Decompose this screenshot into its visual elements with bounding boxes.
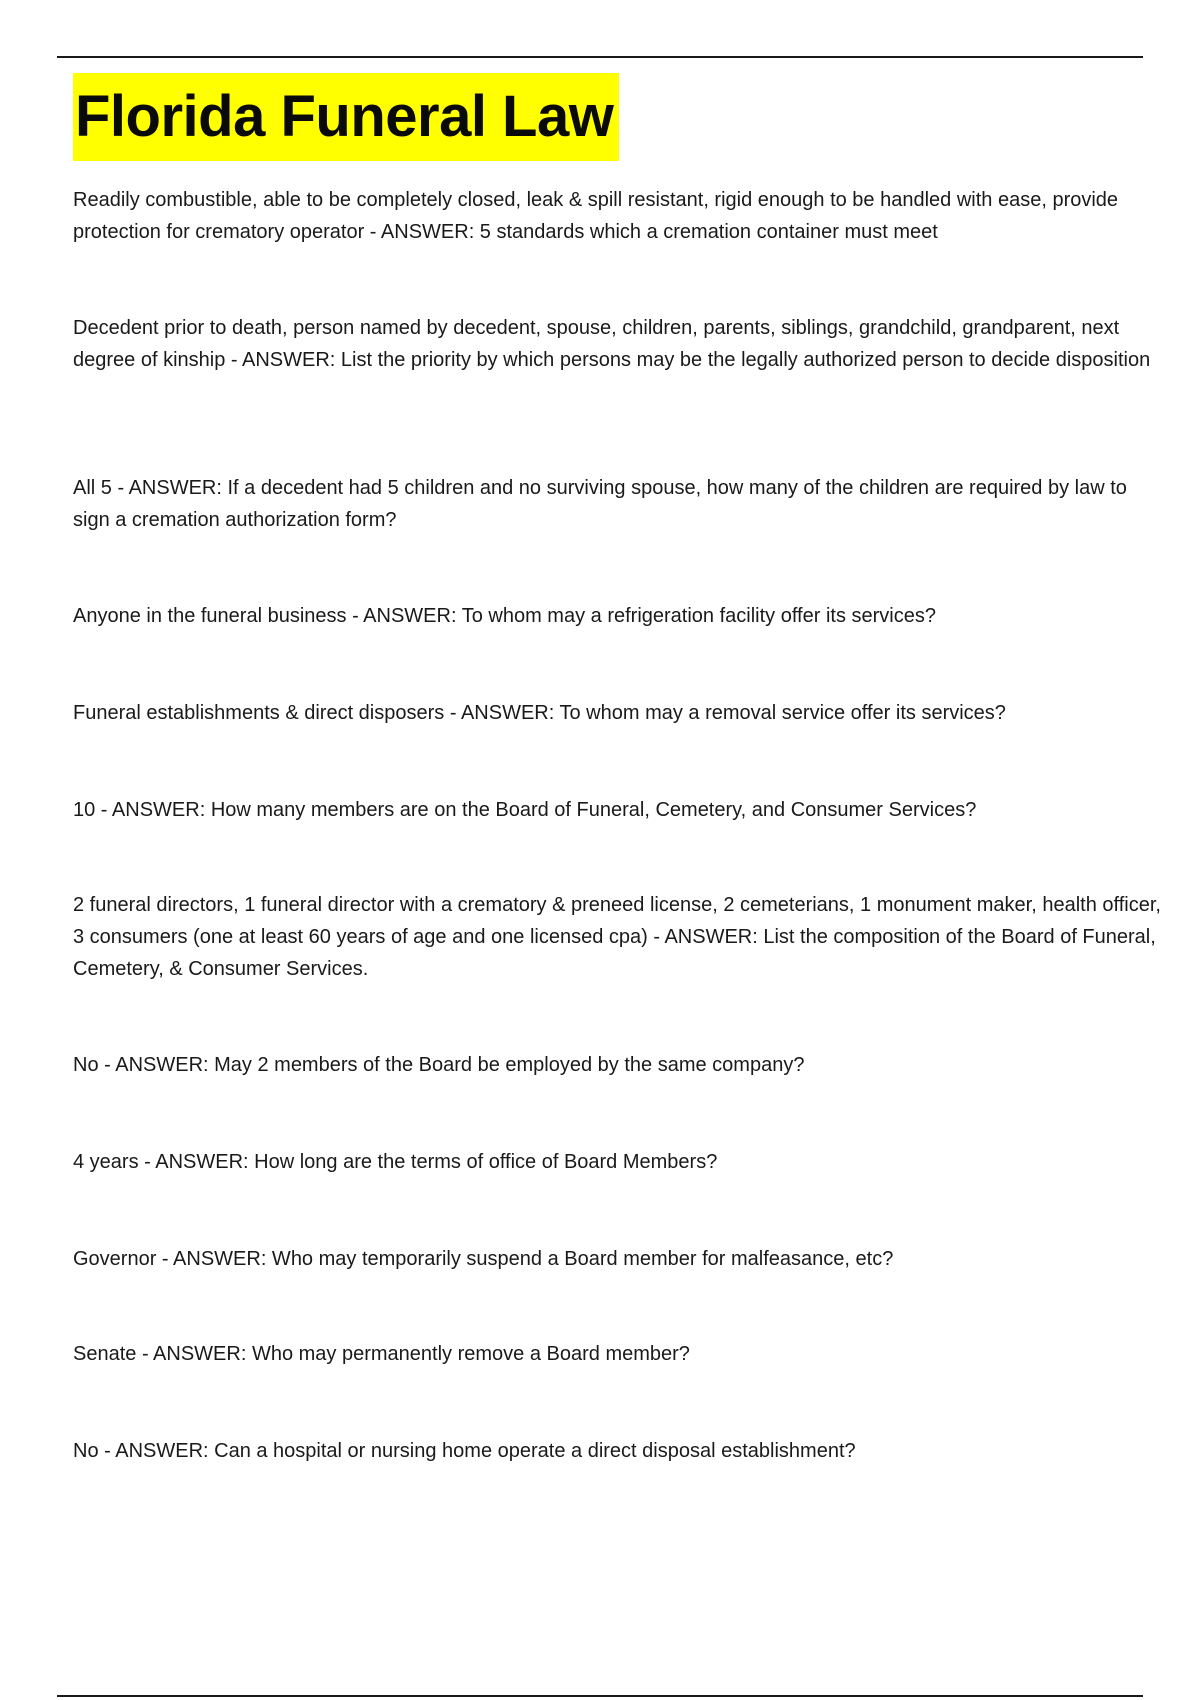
flashcard-item (73, 697, 1163, 729)
flashcard-item (73, 472, 1163, 536)
flashcard-item (73, 1435, 1163, 1467)
flashcard-item (73, 794, 1163, 826)
flashcard-text: 10 - ANSWER: How many members are on the Board of Funeral, Cemetery, and Consumer Services? (73, 799, 977, 821)
flashcard-text: 2 funeral directors, 1 funeral director with a crematory & preneed license, 2 cemeterians, 1 monument maker, health officer, 3 consumers (one at least 60 years of age and one licensed cpa) - ANSWER: List the composition of the Board of Funeral, Cemetery, & Consumer Services. (73, 894, 1161, 980)
bottom-divider (57, 1695, 1143, 1697)
flashcard-text: Decedent prior to death, person named by decedent, spouse, children, parents, siblings, grandchild, grandparent, next degree of kinship - ANSWER: List the priority by which persons may be the legally authorized person to decide disposition (73, 317, 1151, 371)
flashcard-text: No - ANSWER: Can a hospital or nursing home operate a direct disposal establishment? (73, 1440, 856, 1462)
flashcard-item (73, 312, 1163, 376)
flashcard-text: Governor - ANSWER: Who may temporarily suspend a Board member for malfeasance, etc? (73, 1248, 894, 1270)
flashcard-item (73, 1243, 1163, 1275)
flashcard-item (73, 1338, 1163, 1370)
flashcard-text: Readily combustible, able to be completely closed, leak & spill resistant, rigid enough to be handled with ease, provide protection for crematory operator - ANSWER: 5 standards which a cremation container must meet (73, 189, 1119, 243)
flashcard-text: All 5 - ANSWER: If a decedent had 5 children and no surviving spouse, how many of the children are required by law to sign a cremation authorization form? (73, 477, 1127, 531)
flashcard-item (73, 1146, 1163, 1178)
flashcard-text: Anyone in the funeral business - ANSWER: To whom may a refrigeration facility offer its services? (73, 605, 936, 627)
flashcard-text: Senate - ANSWER: Who may permanently remove a Board member? (73, 1343, 690, 1365)
flashcard-item (73, 184, 1163, 248)
flashcard-item (73, 1049, 1163, 1081)
flashcard-text: Funeral establishments & direct disposers - ANSWER: To whom may a removal service offer its services? (73, 702, 1006, 724)
flashcard-item (73, 889, 1163, 985)
page-title: Florida Funeral Law (75, 84, 614, 149)
title-highlight (73, 73, 619, 161)
flashcard-item (73, 600, 1163, 632)
flashcard-text: 4 years - ANSWER: How long are the terms of office of Board Members? (73, 1151, 718, 1173)
top-divider (57, 56, 1143, 58)
flashcard-text: No - ANSWER: May 2 members of the Board be employed by the same company? (73, 1054, 805, 1076)
